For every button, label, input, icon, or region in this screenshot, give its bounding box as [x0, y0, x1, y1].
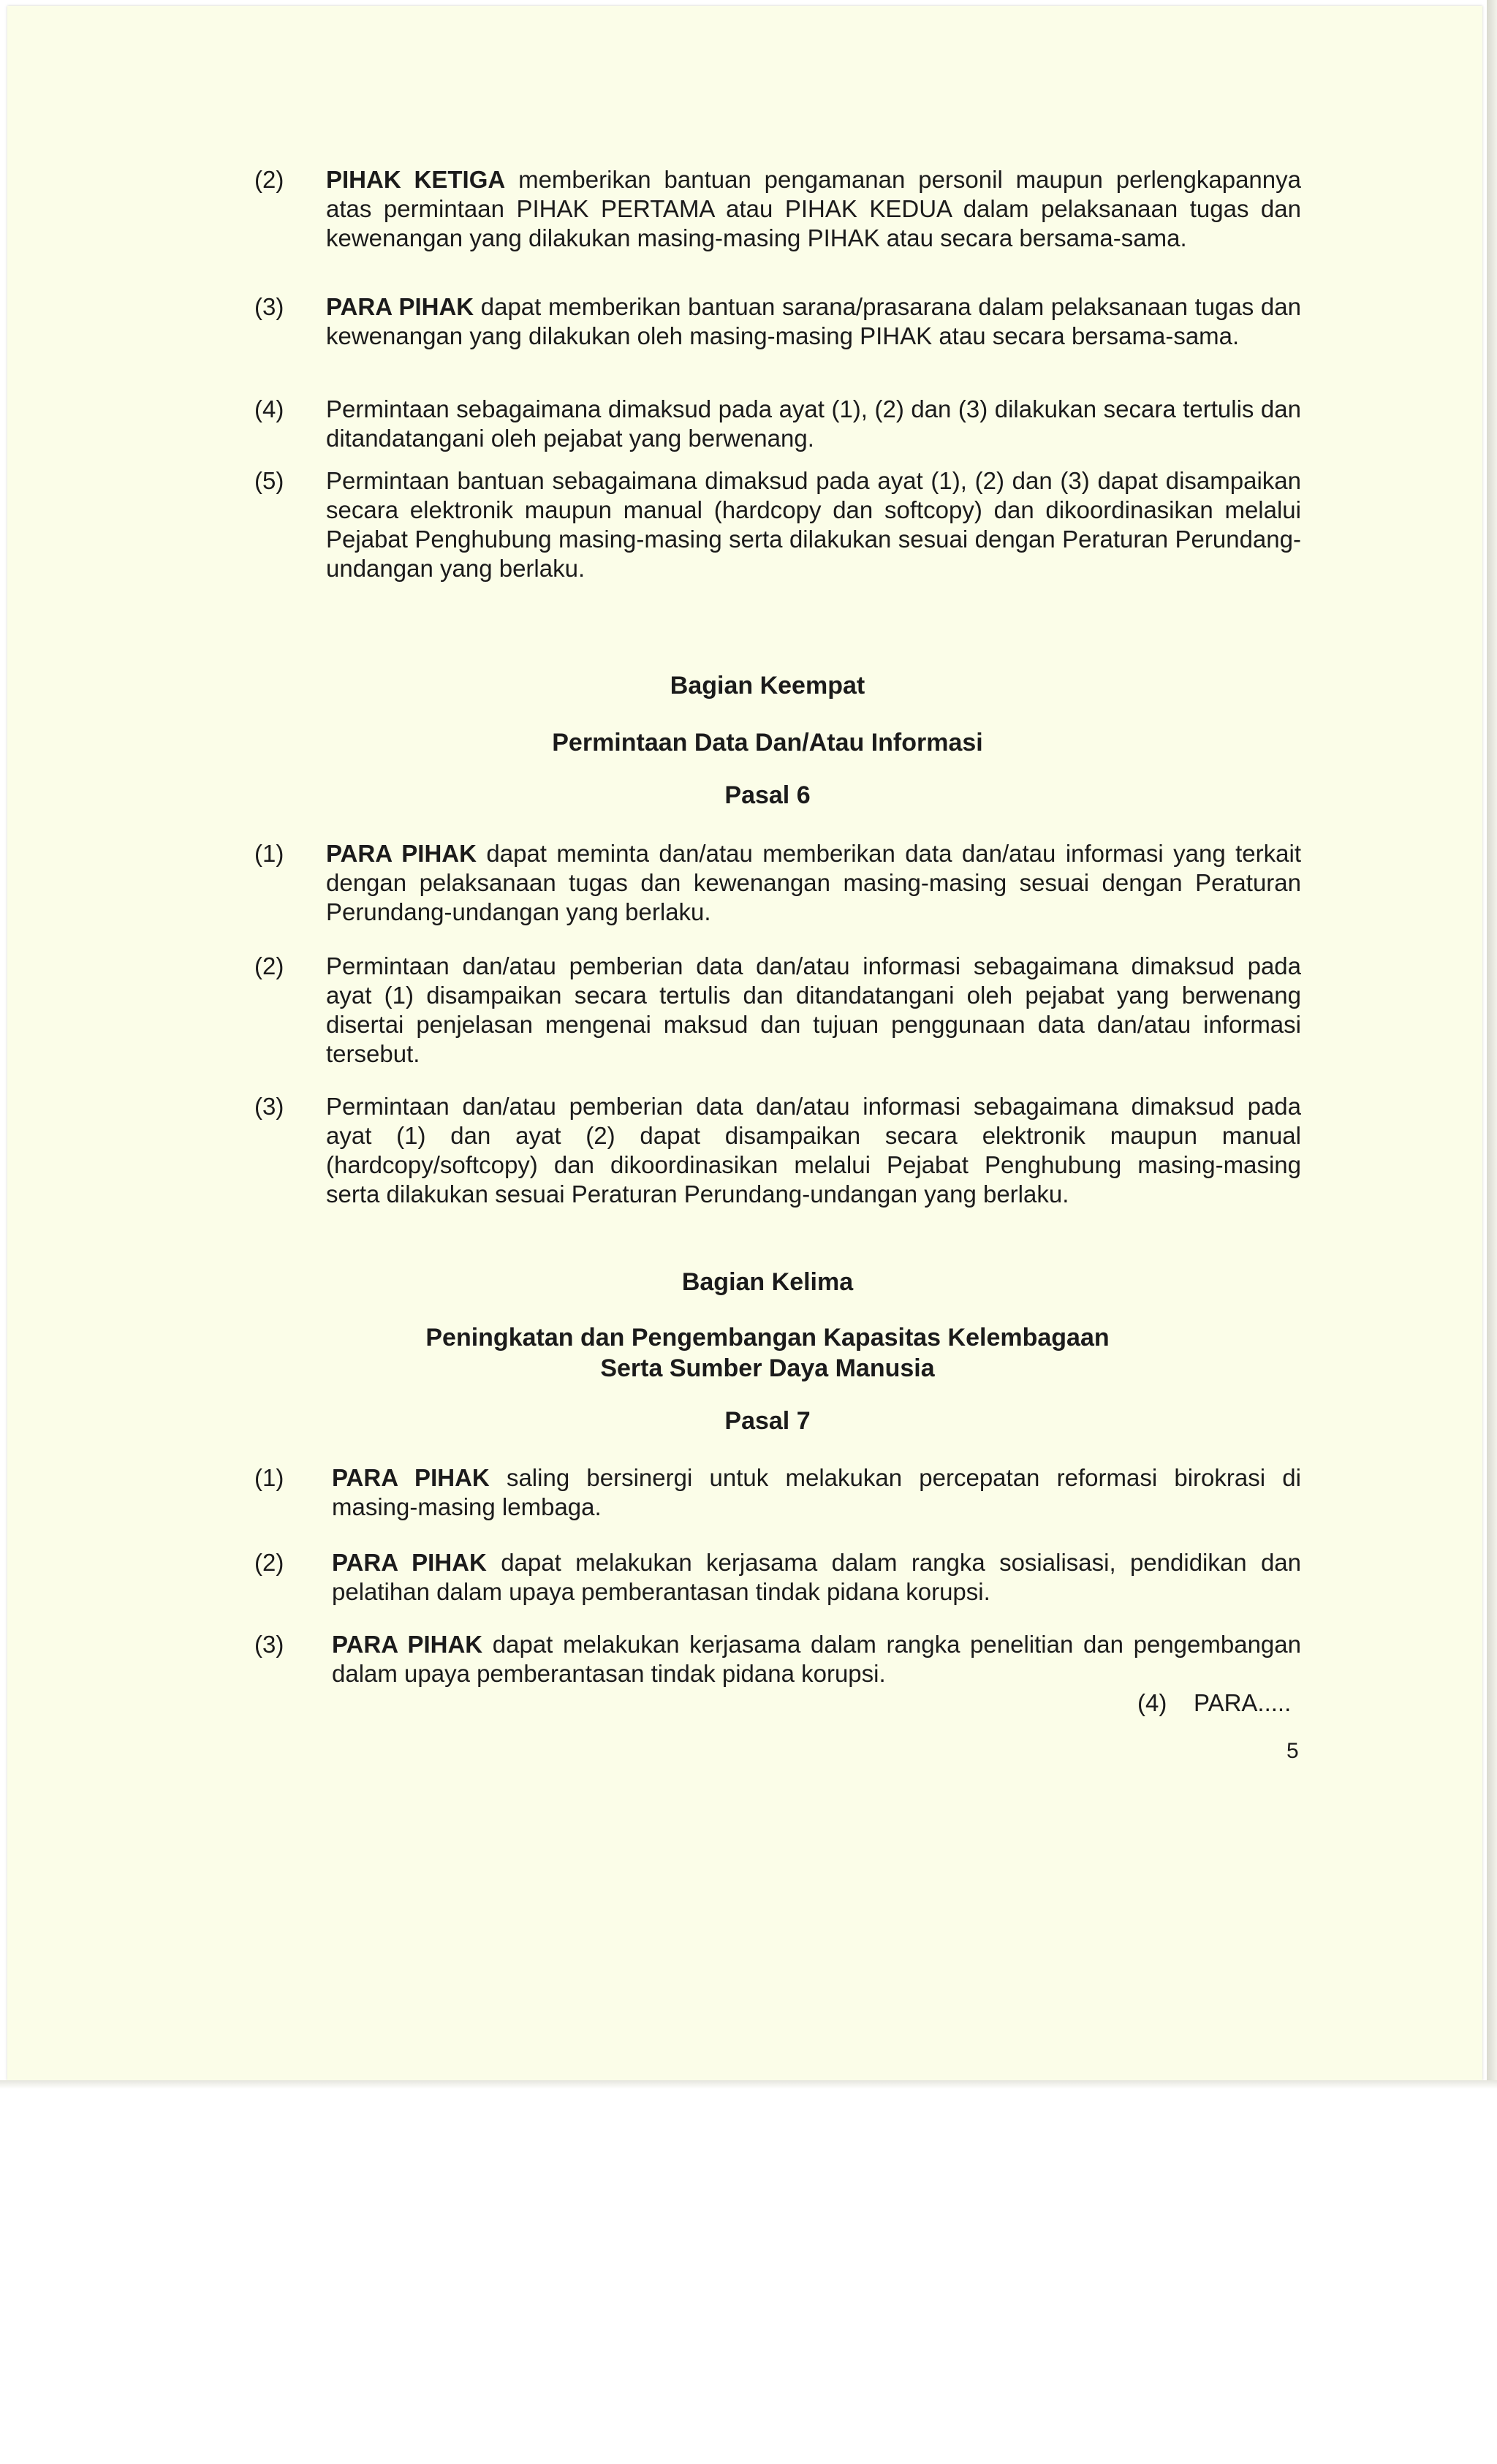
pasal-7-heading: Pasal 7: [724, 1407, 811, 1435]
item-text: Permintaan dan/atau pemberian data dan/atau informasi sebagaimana dimaksud pada ayat (1) dan ayat (2) dapat disampaikan secara elektronik maupun manual (hardcopy/softcopy) dan dikoordinasikan melalui Pejabat Penghubung masing-masing serta dilakukan sesuai Peraturan Perundang-undangan yang berlaku.: [326, 1093, 1301, 1208]
page-number: 5: [1286, 1739, 1299, 1763]
item-number: (4): [254, 395, 284, 422]
scanner-bottom-shadow: [0, 2080, 1497, 2089]
item-body: saling bersinergi untuk melakukan percepatan reformasi birokrasi di masing-masing lembaga.: [332, 1464, 1301, 1520]
item-body: dapat meminta dan/atau memberikan data dan/atau informasi yang terkait dengan pelaksanaan tugas dan kewenangan masing-masing sesuai dengan Peraturan Perundang-undangan yang berlaku.: [326, 840, 1301, 925]
section-heading-bagian-kelima: Bagian Kelima: [681, 1268, 854, 1296]
scanner-edge-shadow: [1487, 0, 1497, 2089]
item-number: (1): [254, 840, 284, 867]
section-title-line-2: Serta Sumber Daya Manusia: [600, 1354, 935, 1382]
item-number: (2): [254, 952, 284, 979]
item-body: memberikan bantuan pengamanan personil maupun perlengkapannya atas permintaan PIHAK PERTAMA atau PIHAK KEDUA dalam pelaksanaan tugas dan kewenangan yang dilakukan masing-masing PIHAK atau secara bersama-sama.: [326, 166, 1301, 251]
item-body: dapat melakukan kerjasama dalam rangka penelitian dan pengembangan dalam upaya pemberantasan tindak pidana korupsi.: [332, 1631, 1301, 1687]
section-title-line-1: Peningkatan dan Pengembangan Kapasitas Kelembagaan: [425, 1324, 1110, 1352]
item-number: (1): [254, 1464, 284, 1491]
item-text: [326, 839, 1301, 927]
item-body: dapat melakukan kerjasama dalam rangka sosialisasi, pendidikan dan pelatihan dalam upaya pemberantasan tindak pidana korupsi.: [332, 1549, 1301, 1605]
pasal-6-heading: Pasal 6: [724, 781, 811, 809]
item-text: [332, 1548, 1301, 1607]
item-text: [326, 165, 1301, 253]
item-number: (2): [254, 166, 284, 193]
item-keyword: PARA PIHAK: [332, 1464, 490, 1491]
item-text: Permintaan bantuan sebagaimana dimaksud pada ayat (1), (2) dan (3) dapat disampaikan secara elektronik maupun manual (hardcopy dan softcopy) dan dikoordinasikan melalui Pejabat Penghubung masing-masing serta dilakukan sesuai dengan Peraturan Perundang-undangan yang berlaku.: [326, 467, 1301, 582]
item-text: Permintaan sebagaimana dimaksud pada ayat (1), (2) dan (3) dilakukan secara tertulis dan ditandatangani oleh pejabat yang berwenang.: [326, 395, 1301, 452]
item-keyword: PARA PIHAK: [326, 840, 477, 867]
item-text: [332, 1463, 1301, 1522]
item-keyword: PARA PIHAK: [326, 293, 474, 320]
next-page-catchword: (4) PARA.....: [1137, 1689, 1292, 1716]
item-number: (3): [254, 293, 284, 320]
item-text: Permintaan dan/atau pemberian data dan/atau informasi sebagaimana dimaksud pada ayat (1) disampaikan secara tertulis dan ditandatangani oleh pejabat yang berwenang disertai penjelasan mengenai maksud dan tujuan penggunaan data dan/atau informasi tersebut.: [326, 952, 1301, 1067]
item-text: [326, 292, 1301, 351]
item-body: dapat memberikan bantuan sarana/prasarana dalam pelaksanaan tugas dan kewenangan yang dilakukan oleh masing-masing PIHAK atau secara bersama-sama.: [326, 293, 1301, 349]
item-keyword: PARA PIHAK: [332, 1631, 483, 1658]
section-heading-bagian-keempat: Bagian Keempat: [670, 672, 865, 700]
item-text: [332, 1630, 1301, 1688]
item-number: (3): [254, 1093, 284, 1120]
item-number: (5): [254, 467, 284, 494]
item-number: (3): [254, 1631, 284, 1658]
item-keyword: PIHAK KETIGA: [326, 166, 506, 193]
item-number: (2): [254, 1549, 284, 1576]
section-title-permintaan-data: Permintaan Data Dan/Atau Informasi: [552, 729, 983, 757]
item-keyword: PARA PIHAK: [332, 1549, 487, 1576]
